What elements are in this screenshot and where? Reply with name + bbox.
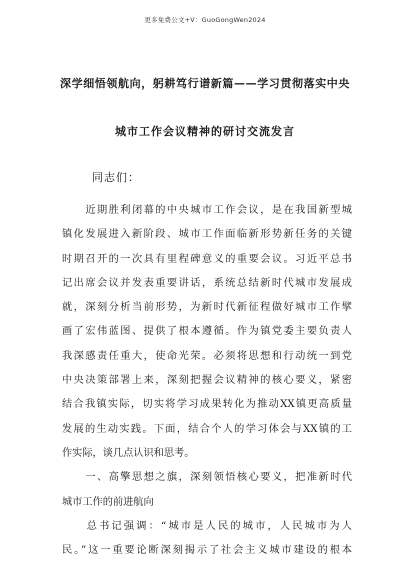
body-text — [62, 199, 352, 563]
body-line: 我深感责任重大，使命光荣。必须将思想和行动统一到党 — [62, 350, 352, 362]
section-heading-line: 城市工作的前进航向 — [62, 496, 154, 508]
body-line: 中央决策部署上来，深刻把握会议精神的核心要义，紧密 — [62, 375, 352, 387]
body-line: 作实际，谈几点认识和思考。 — [62, 447, 195, 459]
document-title-line-2: 城市工作会议精神的研讨交流发言 — [115, 125, 295, 138]
body-line: 时期召开的一次具有里程碑意义的重要会议。习近平总书 — [62, 253, 352, 265]
body-line: 民。”这一重要论断深刻揭示了社会主义城市建设的根本 — [62, 545, 352, 557]
body-line: 发展的生动实践。下面，结合个人的学习体会与XX镇的工 — [62, 423, 352, 435]
document-title-line-1: 深学细悟领航向，躬耕笃行谱新篇——学习贯彻落实中央 — [60, 77, 350, 90]
body-line: 近期胜利闭幕的中央城市工作会议，是在我国新型城 — [62, 205, 352, 216]
body-line: 总书记强调：“城市是人民的城市，人民城市为人 — [62, 520, 352, 532]
section-heading-line: 一、高擎思想之旗，深刻领悟核心要义，把准新时代 — [62, 472, 352, 484]
body-line: 结合我镇实际，切实将学习成果转化为推动XX镇更高质量 — [62, 399, 352, 411]
body-line: 就，深刻分析当前形势，为新时代新征程做好城市工作擘 — [62, 302, 352, 314]
header-watermark: 更多免费公文+V：GuoGongWen2024 — [144, 16, 266, 24]
salutation: 同志们： — [92, 171, 140, 184]
body-line: 镇化发展进入新阶段、城市工作面临新形势新任务的关键 — [62, 229, 352, 241]
body-line: 画了宏伟蓝图、提供了根本遵循。作为镇党委主要负责人 — [62, 326, 352, 338]
body-line: 记出席会议并发表重要讲话，系统总结新时代城市发展成 — [62, 277, 352, 289]
